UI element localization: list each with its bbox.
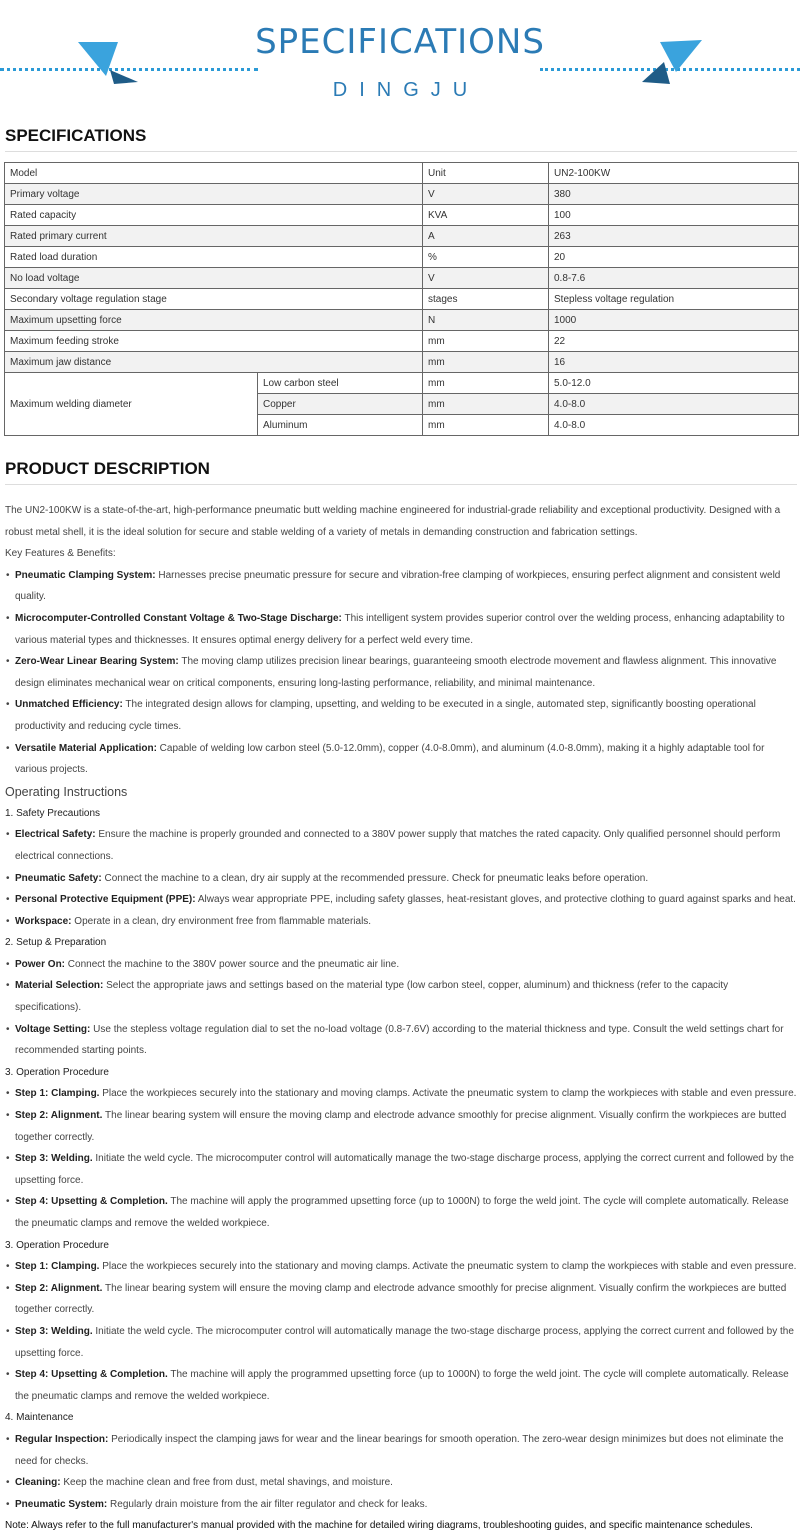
item-title: Pneumatic Safety: bbox=[15, 872, 102, 884]
unit-cell: V bbox=[423, 184, 549, 205]
value-cell: 16 bbox=[549, 352, 799, 373]
value-cell: 22 bbox=[549, 331, 799, 352]
banner-title: SPECIFICATIONS bbox=[255, 22, 545, 62]
material-cell: Low carbon steel bbox=[258, 373, 423, 394]
unit-cell: mm bbox=[423, 394, 549, 415]
param-cell: Maximum jaw distance bbox=[5, 352, 423, 373]
item-title: Regular Inspection: bbox=[15, 1433, 109, 1445]
item-text: The linear bearing system will ensure the moving clamp and electrode advance smoothly for precise alignment. Visually confirm the workpieces are butted together correctly. bbox=[15, 1110, 787, 1143]
section-divider bbox=[5, 151, 797, 152]
list-item bbox=[5, 868, 797, 890]
item-text: Use the stepless voltage regulation dial to set the no-load voltage (0.8-7.6V) according to the material thickness and type. Consult the weld settings chart for recommended starting points. bbox=[15, 1023, 784, 1057]
unit-cell: mm bbox=[423, 331, 549, 352]
item-text: Operate in a clean, dry environment free from flammable materials. bbox=[71, 915, 372, 927]
list-item bbox=[5, 1083, 797, 1105]
item-title: Zero-Wear Linear Bearing System: bbox=[15, 656, 179, 668]
item-text: Connect the machine to the 380V power source and the pneumatic air line. bbox=[65, 958, 400, 970]
table-row bbox=[5, 226, 799, 247]
item-text: Periodically inspect the clamping jaws for wear and the linear bearings for smooth operation. The zero-wear design minimizes but does not eliminate the need for checks. bbox=[15, 1433, 784, 1467]
param-cell: Primary voltage bbox=[5, 184, 423, 205]
specifications-table bbox=[4, 162, 799, 436]
value-cell: 263 bbox=[549, 226, 799, 247]
features-heading: Key Features & Benefits: bbox=[5, 548, 116, 560]
list-item bbox=[5, 1472, 797, 1494]
list-item bbox=[5, 824, 797, 867]
item-text: Place the workpieces securely into the stationary and moving clamps. Activate the pneumatic system to clamp the workpieces with stable and even pressure. bbox=[99, 1088, 797, 1100]
specifications-banner bbox=[0, 0, 800, 110]
item-text: Harnesses precise pneumatic pressure for secure and vibration-free clamping of workpieces, ensuring perfect alignment and consistent weld quality. bbox=[15, 569, 781, 603]
table-row bbox=[5, 352, 799, 373]
procedure-list bbox=[5, 1083, 797, 1234]
unit-cell: % bbox=[423, 247, 549, 268]
param-cell: Rated primary current bbox=[5, 226, 423, 247]
specifications-heading: SPECIFICATIONS bbox=[5, 126, 147, 145]
param-cell: Secondary voltage regulation stage bbox=[5, 289, 423, 310]
list-item bbox=[5, 954, 797, 976]
intro-paragraph: The UN2-100KW is a state-of-the-art, high-performance pneumatic butt welding machine engineered for industrial-grade reliability and exceptional productivity. Designed with a robust metal shell, it is the ideal solution for secure and stable welding of a variety of metals in demanding construction and fabrication settings. bbox=[5, 505, 781, 538]
setup-heading: 2. Setup & Preparation bbox=[5, 937, 107, 949]
param-cell: Maximum feeding stroke bbox=[5, 331, 423, 352]
item-title: Microcomputer-Controlled Constant Voltage & Two-Stage Discharge: bbox=[15, 612, 342, 624]
table-row bbox=[5, 373, 799, 394]
procedure-heading: 3. Operation Procedure bbox=[5, 1066, 109, 1078]
table-row bbox=[5, 331, 799, 352]
table-row bbox=[5, 205, 799, 226]
item-title: Step 2: Alignment. bbox=[15, 1282, 103, 1294]
safety-list bbox=[5, 824, 797, 932]
param-cell: Rated load duration bbox=[5, 247, 423, 268]
unit-cell: stages bbox=[423, 289, 549, 310]
item-title: Workspace: bbox=[15, 915, 72, 927]
item-title: Step 3: Welding. bbox=[15, 1153, 93, 1165]
list-item bbox=[5, 1494, 797, 1516]
safety-heading: 1. Safety Precautions bbox=[5, 807, 101, 819]
table-row bbox=[5, 163, 799, 184]
unit-cell: mm bbox=[423, 373, 549, 394]
product-description-heading: PRODUCT DESCRIPTION bbox=[5, 459, 210, 478]
param-cell: Maximum upsetting force bbox=[5, 310, 423, 331]
unit-cell: Unit bbox=[423, 163, 549, 184]
item-text: The moving clamp utilizes precision linear bearings, guaranteeing smooth electrode movement and flawless alignment. This innovative design eliminates mechanical wear on critical components, ensuring long-lasting performance, reliability, and minimal maintenance. bbox=[15, 656, 777, 689]
value-cell: 20 bbox=[549, 247, 799, 268]
unit-cell: KVA bbox=[423, 205, 549, 226]
table-row bbox=[5, 268, 799, 289]
features-list bbox=[5, 565, 797, 781]
item-text: Capable of welding low carbon steel (5.0-12.0mm), copper (4.0-8.0mm), and aluminum (4.0-8.0mm), making it a highly adaptable tool for various projects. bbox=[15, 742, 765, 776]
list-item bbox=[5, 651, 797, 694]
value-cell: 380 bbox=[549, 184, 799, 205]
unit-cell: mm bbox=[423, 415, 549, 436]
list-item bbox=[5, 975, 797, 1018]
item-title: Voltage Setting: bbox=[15, 1023, 91, 1035]
value-cell: 1000 bbox=[549, 310, 799, 331]
item-title: Pneumatic Clamping System: bbox=[15, 569, 156, 581]
item-text: Keep the machine clean and free from dust, metal shavings, and moisture. bbox=[60, 1477, 393, 1489]
item-text: The machine will apply the programmed upsetting force (up to 1000N) to forge the weld joint. The cycle will complete automatically. Release the pneumatic clamps and remove the welded workpiece. bbox=[15, 1196, 789, 1229]
item-title: Pneumatic System: bbox=[15, 1498, 108, 1510]
param-cell: Maximum welding diameter bbox=[5, 373, 258, 436]
list-item bbox=[5, 1148, 797, 1191]
unit-cell: mm bbox=[423, 352, 549, 373]
unit-cell: V bbox=[423, 268, 549, 289]
param-cell: No load voltage bbox=[5, 268, 423, 289]
param-cell: Rated capacity bbox=[5, 205, 423, 226]
value-cell: 4.0-8.0 bbox=[549, 415, 799, 436]
item-text: The machine will apply the programmed upsetting force (up to 1000N) to forge the weld joint. The cycle will complete automatically. Release the pneumatic clamps and remove the welded workpiece. bbox=[15, 1369, 789, 1402]
material-cell: Aluminum bbox=[258, 415, 423, 436]
item-text: Place the workpieces securely into the stationary and moving clamps. Activate the pneumatic system to clamp the workpieces with stable and even pressure. bbox=[99, 1261, 797, 1273]
procedure-heading-repeat: 3. Operation Procedure bbox=[5, 1239, 109, 1251]
value-cell: 5.0-12.0 bbox=[549, 373, 799, 394]
item-text: This intelligent system provides superior control over the welding process, enhancing adaptability to various material types and thicknesses. It ensures optimal energy delivery for a perfect weld every time. bbox=[15, 612, 785, 646]
maintenance-list bbox=[5, 1429, 797, 1515]
value-cell: UN2-100KW bbox=[549, 163, 799, 184]
table-row bbox=[5, 184, 799, 205]
procedure-list-repeat bbox=[5, 1256, 797, 1407]
item-text: The linear bearing system will ensure the moving clamp and electrode advance smoothly for precise alignment. Visually confirm the workpieces are butted together correctly. bbox=[15, 1282, 787, 1316]
unit-cell: N bbox=[423, 310, 549, 331]
list-item bbox=[5, 1364, 797, 1407]
list-item bbox=[5, 889, 797, 911]
list-item bbox=[5, 1191, 797, 1234]
item-title: Step 3: Welding. bbox=[15, 1325, 93, 1337]
material-cell: Copper bbox=[258, 394, 423, 415]
item-text: Initiate the weld cycle. The microcomputer control will automatically manage the two-stage discharge process, applying the correct current and followed by the upsetting force. bbox=[15, 1325, 794, 1359]
value-cell: 100 bbox=[549, 205, 799, 226]
maintenance-heading: 4. Maintenance bbox=[5, 1412, 74, 1424]
item-text: Ensure the machine is properly grounded and connected to a 380V power supply that matches the rated capacity. Only qualified personnel should perform electrical connections. bbox=[15, 829, 781, 862]
item-text: The integrated design allows for clamping, upsetting, and welding to be executed in a single, automated step, significantly boosting operational productivity and reducing cycle times. bbox=[15, 699, 756, 732]
list-item bbox=[5, 565, 797, 608]
item-title: Step 1: Clamping. bbox=[15, 1261, 100, 1273]
table-row bbox=[5, 310, 799, 331]
item-text: Select the appropriate jaws and settings based on the material type (low carbon steel, copper, aluminum) and thickness (refer to the capacity specifications). bbox=[15, 980, 729, 1014]
list-item bbox=[5, 1105, 797, 1148]
unit-cell: A bbox=[423, 226, 549, 247]
section-divider bbox=[5, 484, 797, 485]
table-row bbox=[5, 289, 799, 310]
table-row bbox=[5, 247, 799, 268]
item-title: Electrical Safety: bbox=[15, 829, 96, 841]
manual-note: Note: Always refer to the full manufacturer's manual provided with the machine for detailed wiring diagrams, troubleshooting guides, and specific maintenance schedules. bbox=[5, 1520, 753, 1532]
value-cell: 0.8-7.6 bbox=[549, 268, 799, 289]
item-title: Personal Protective Equipment (PPE): bbox=[15, 894, 196, 906]
list-item bbox=[5, 1278, 797, 1321]
item-title: Versatile Material Application: bbox=[15, 742, 157, 754]
item-title: Power On: bbox=[15, 958, 66, 970]
item-title: Cleaning: bbox=[15, 1477, 61, 1489]
item-title: Unmatched Efficiency: bbox=[15, 699, 123, 711]
item-title: Step 4: Upsetting & Completion. bbox=[15, 1369, 168, 1381]
item-title: Step 1: Clamping. bbox=[15, 1088, 100, 1100]
setup-list bbox=[5, 954, 797, 1062]
list-item bbox=[5, 1256, 797, 1278]
operating-instructions-heading: Operating Instructions bbox=[5, 784, 128, 799]
list-item bbox=[5, 911, 797, 933]
banner-subtitle: DINGJU bbox=[332, 79, 480, 101]
list-item bbox=[5, 608, 797, 651]
item-text: Connect the machine to a clean, dry air supply at the recommended pressure. Check for pneumatic leaks before operation. bbox=[101, 872, 649, 884]
list-item bbox=[5, 694, 797, 737]
item-text: Always wear appropriate PPE, including safety glasses, heat-resistant gloves, and protective clothing to guard against sparks and heat. bbox=[195, 894, 796, 906]
item-text: Regularly drain moisture from the air filter regulator and check for leaks. bbox=[107, 1498, 428, 1510]
item-title: Step 4: Upsetting & Completion. bbox=[15, 1196, 168, 1208]
item-title: Step 2: Alignment. bbox=[15, 1110, 103, 1122]
item-text: Initiate the weld cycle. The microcomputer control will automatically manage the two-stage discharge process, applying the correct current and followed by the upsetting force. bbox=[15, 1153, 794, 1186]
item-title: Material Selection: bbox=[15, 980, 104, 992]
param-cell: Model bbox=[5, 163, 423, 184]
value-cell: Stepless voltage regulation bbox=[549, 289, 799, 310]
list-item bbox=[5, 738, 797, 781]
value-cell: 4.0-8.0 bbox=[549, 394, 799, 415]
list-item bbox=[5, 1019, 797, 1062]
list-item bbox=[5, 1429, 797, 1472]
list-item bbox=[5, 1321, 797, 1364]
product-description bbox=[5, 500, 797, 1537]
